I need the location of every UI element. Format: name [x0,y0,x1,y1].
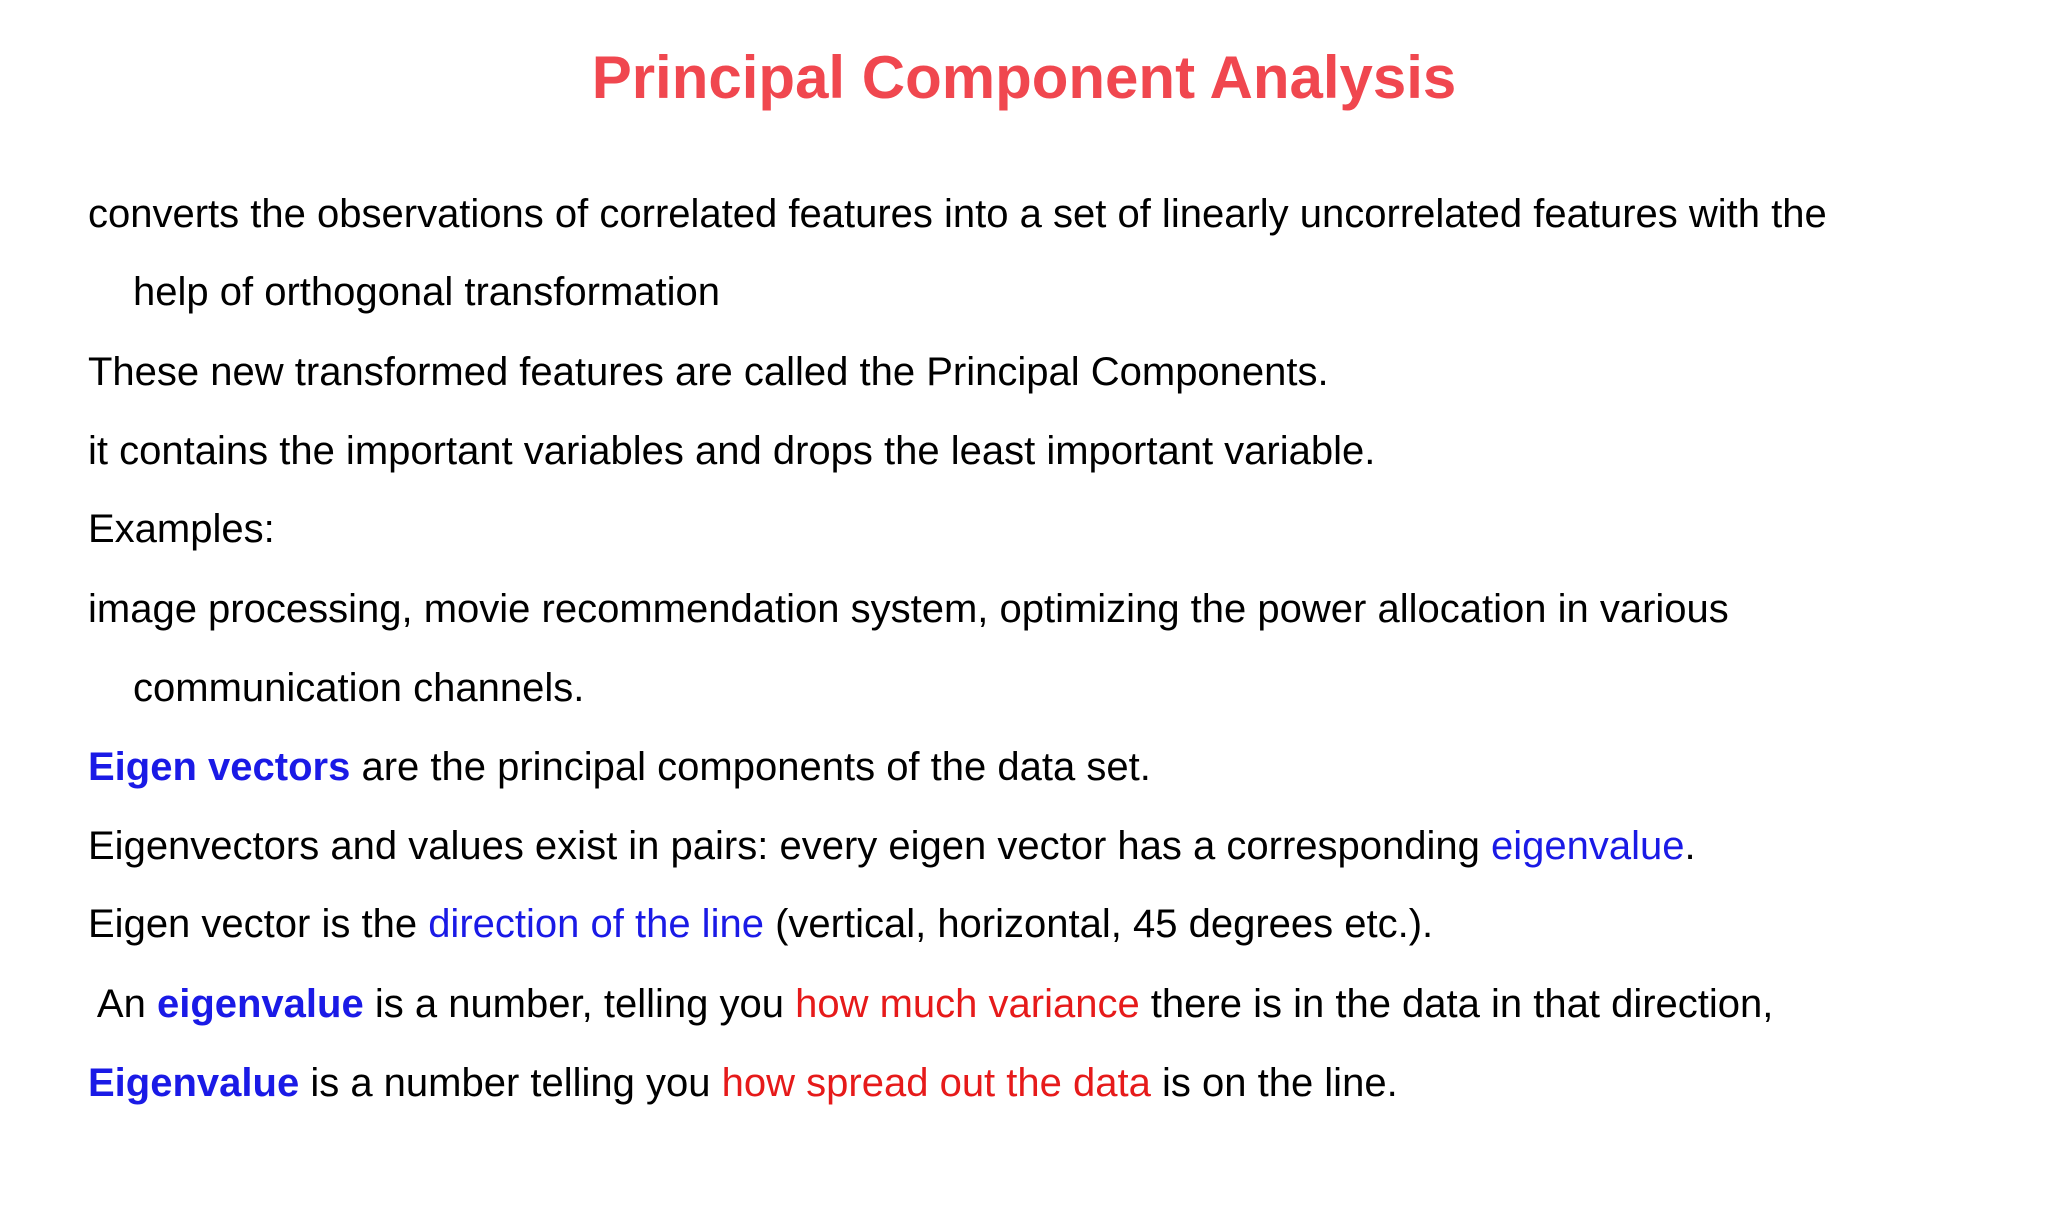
body-line [88,822,1696,870]
term-eigenvalue: eigenvalue [1491,824,1685,868]
body-line: image processing, movie recommendation system, optimizing the power allocation in various [88,587,1729,631]
term-direction-of-line: direction of the line [428,902,764,946]
term-how-much-variance: how much variance [795,982,1140,1026]
body-line [88,743,1151,791]
line-text: is a number telling you [299,1061,722,1105]
body-line-continuation: communication channels. [133,666,585,710]
body-line: it contains the important variables and drops the least important variable. [88,429,1376,473]
line-text: there is in the data in that direction, [1139,982,1774,1026]
body-line: These new transformed features are called the Principal Components. [88,350,1329,394]
term-eigenvalue-bold: Eigenvalue [88,1061,300,1105]
line-text: (vertical, horizontal, 45 degrees etc.). [763,902,1434,946]
slide-title: Principal Component Analysis [591,44,1457,111]
line-text: is a number, telling you [363,982,796,1026]
body-line [88,900,1433,948]
body-line-continuation: help of orthogonal transformation [133,270,721,314]
line-text: An [88,982,157,1026]
term-how-spread-out: how spread out the data [721,1061,1151,1105]
term-eigen-vectors: Eigen vectors [88,745,351,789]
examples-heading: Examples: [88,507,275,551]
line-text: Eigenvectors and values exist in pairs: every eigen vector has a corresponding [88,824,1491,868]
body-line: converts the observations of correlated features into a set of linearly uncorrelated features with the [88,192,1827,236]
line-text: . [1684,824,1696,868]
line-text: is on the line. [1150,1061,1398,1105]
body-line [88,1059,1398,1107]
line-text: are the principal components of the data set. [350,745,1151,789]
line-text: Eigen vector is the [88,902,429,946]
term-eigenvalue-bold: eigenvalue [156,982,364,1026]
body-line [88,980,1773,1028]
